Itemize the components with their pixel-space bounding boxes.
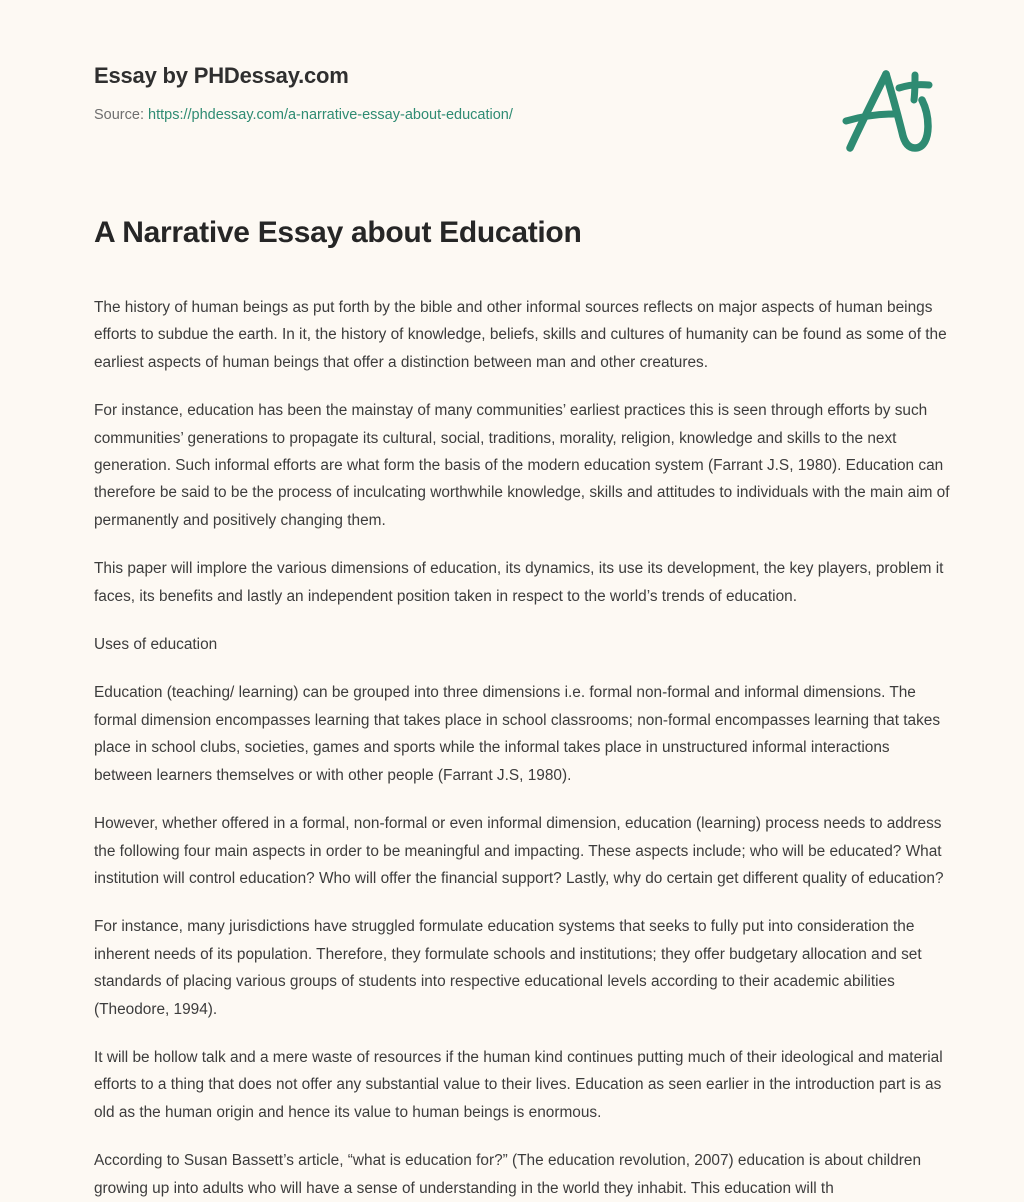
paragraph-truncated: According to Susan Bassett’s article, “what is education for?” (The education revolution, 2007) education is about children growing up into adults who will have a sense of understanding in the world they inhabit. This education will th xyxy=(94,1152,922,1197)
source-url-link[interactable]: https://phdessay.com/a-narrative-essay-about-education/ xyxy=(148,107,513,123)
source-label: Source: xyxy=(94,107,144,123)
paragraph: However, whether offered in a formal, non-formal or even informal dimension, education (learning) process needs to address the following four main aspects in order to be meaningful and impacting. These aspects include; who will be educated? What institution will control education? Who will offer the financial support? Lastly, why do certain get different quality of education? xyxy=(94,815,944,887)
header-text-block xyxy=(94,62,513,125)
paragraph: The history of human beings as put forth by the bible and other informal sources reflects on major aspects of human beings efforts to subdue the earth. In it, the history of knowledge, beliefs, skills and cultures of humanity can be found as some of the earliest aspects of human beings that offer a distinction between man and other creatures. xyxy=(94,299,947,371)
paragraph: It will be hollow talk and a mere waste of resources if the human kind continues putting much of their ideological and material efforts to a thing that does not offer any substantial value to their lives. Education as seen earlier in the introduction part is as old as the human origin and hence its value to human beings is enormous. xyxy=(94,1048,943,1121)
page-header xyxy=(0,0,1024,156)
a-plus-logo xyxy=(836,64,946,156)
source-line xyxy=(94,105,513,125)
brand-title: Essay by PHDessay.com xyxy=(94,63,349,88)
page-title: A Narrative Essay about Education xyxy=(94,216,582,249)
paragraph: For instance, education has been the mainstay of many communities’ earliest practices this is seen through efforts by such communities’ generations to propagate its cultural, social, traditions, morality, religion, knowledge and skills to the next generation. Such informal efforts are what form the basis of the modern education system (Farrant J.S, 1980). Education can therefore be said to be the process of inculcating worthwhile knowledge, skills and attitudes to individuals with the main aim of permanently and positively changing them. xyxy=(94,402,950,529)
section-heading: Uses of education xyxy=(94,636,218,654)
article-body xyxy=(94,214,952,1202)
paragraph: Education (teaching/ learning) can be grouped into three dimensions i.e. formal non-formal and informal dimensions. The formal dimension encompasses learning that takes place in school classrooms; non-formal encompasses learning that takes place in school clubs, societies, games and sports while the informal takes place in unstructured informal interactions between learners themselves or with other people (Farrant J.S, 1980). xyxy=(94,684,941,784)
paragraph: This paper will implore the various dimensions of education, its dynamics, its use its development, the key players, problem it faces, its benefits and lastly an independent position taken in respect to the world’s trends of education. xyxy=(94,560,944,605)
paragraph: For instance, many jurisdictions have struggled formulate education systems that seeks to fully put into consideration the inherent needs of its population. Therefore, they formulate schools and institutions; they offer budgetary allocation and set standards of placing various groups of students into respective educational levels according to their academic abilities (Theodore, 1994). xyxy=(94,918,922,1018)
